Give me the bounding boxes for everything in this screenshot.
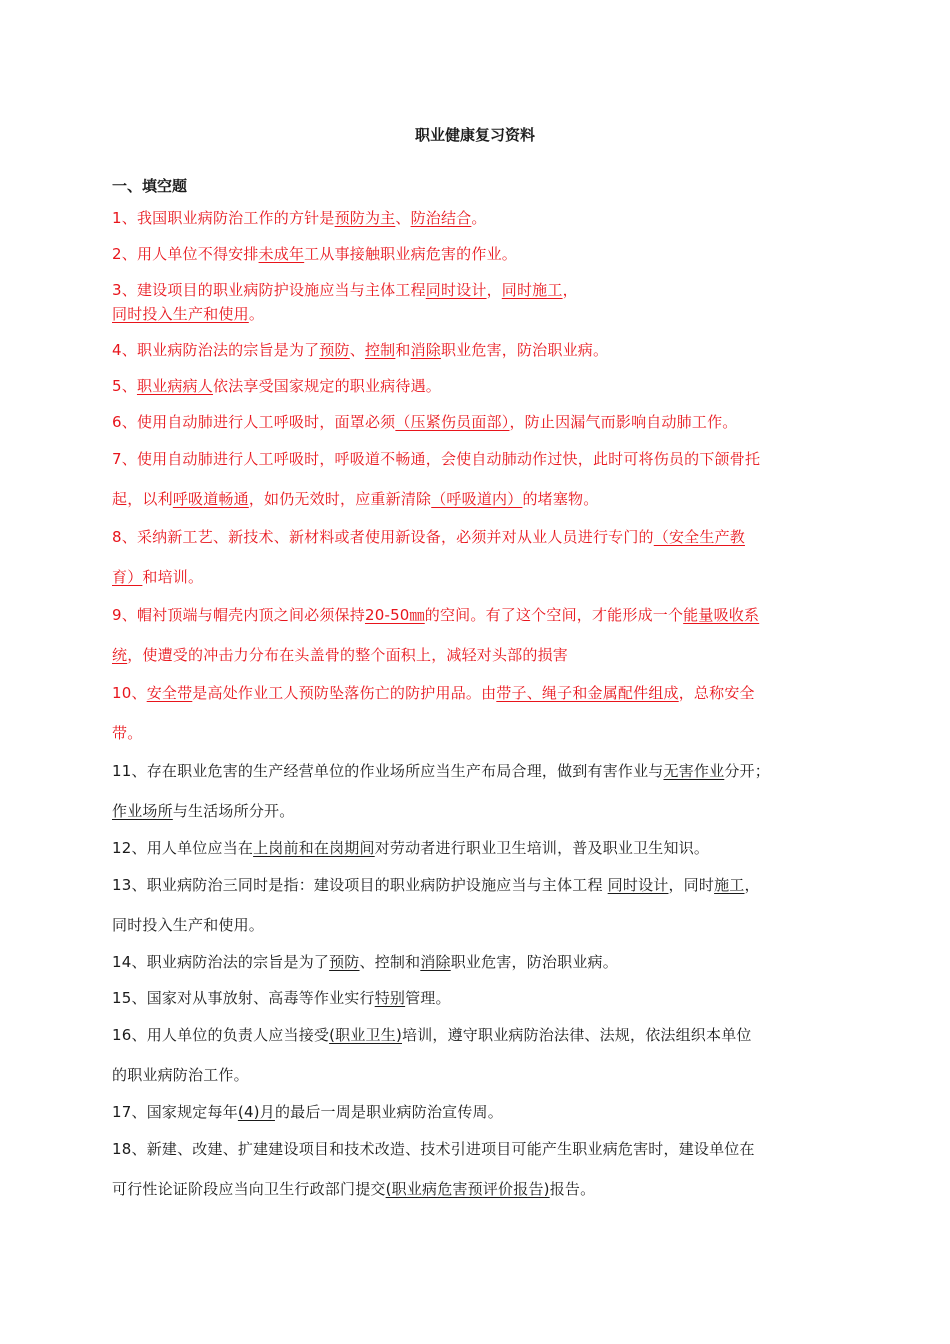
question-number: 3、 xyxy=(112,281,137,299)
answer-blank: 预防为主 xyxy=(334,209,396,227)
answer-blank: 职业病病人 xyxy=(136,377,213,395)
question-line xyxy=(112,374,838,398)
question-line xyxy=(112,242,838,266)
question-line xyxy=(112,479,838,519)
question-line xyxy=(112,595,838,635)
question-line xyxy=(112,1169,838,1209)
question-text: ， xyxy=(744,876,760,894)
question-number: 9、 xyxy=(112,606,137,624)
question-item xyxy=(112,206,838,230)
answer-blank: 上岗前和在岗期间 xyxy=(253,839,375,857)
question-text: 培训，遵守职业病防治法律、法规，依法组织本单位 xyxy=(402,1026,752,1044)
question-line xyxy=(112,865,838,905)
question-text: ，使遭受的冲击力分布在头盖骨的整个面积上，减轻对头部的损害 xyxy=(127,646,569,664)
answer-blank: 能量吸收系 xyxy=(683,606,760,624)
answer-blank: 防治结合 xyxy=(410,209,472,227)
question-line xyxy=(112,278,838,302)
question-text: 工从事接触职业病危害的作业。 xyxy=(304,245,517,263)
answer-blank: 20-50㎜ xyxy=(364,606,425,624)
answer-blank: 作业场所 xyxy=(112,802,173,820)
question-number: 15、 xyxy=(112,989,147,1007)
question-text: ， xyxy=(486,281,502,299)
question-text: 的空间。有了这个空间，才能形成一个 xyxy=(424,606,684,624)
answer-blank: 带子、绳子和金属配件组成 xyxy=(496,684,679,702)
question-number: 13、 xyxy=(112,876,147,894)
question-line xyxy=(112,635,838,675)
question-text: 存在职业危害的生产经营单位的作业场所应当生产布局合理，做到有害作业与 xyxy=(146,762,664,780)
question-text: 分开； xyxy=(724,762,770,780)
question-line xyxy=(112,557,838,597)
question-text: ，防止因漏气而影响自动肺工作。 xyxy=(509,413,738,431)
question-number: 5、 xyxy=(112,377,137,395)
question-text: 起，以利 xyxy=(112,490,173,508)
question-line xyxy=(112,338,838,362)
answer-blank: (职业卫生) xyxy=(329,1026,402,1044)
answer-blank: 安全带 xyxy=(146,684,193,702)
question-text: 、 xyxy=(395,209,411,227)
question-text: 新建、改建、扩建建设项目和技术改造、技术引进项目可能产生职业病危害时，建设单位在 xyxy=(146,1140,755,1158)
question-text: 的堵塞物。 xyxy=(522,490,599,508)
answer-blank: 无害作业 xyxy=(663,762,725,780)
question-item xyxy=(112,338,838,362)
question-text: 我国职业病防治工作的方针是 xyxy=(136,209,335,227)
question-text: 、 xyxy=(349,341,365,359)
question-text: 同时投入生产和使用。 xyxy=(112,916,265,934)
question-line xyxy=(112,410,838,434)
question-text: 报告。 xyxy=(549,1180,596,1198)
question-text: 的最后一周是职业病防治宣传周。 xyxy=(274,1103,503,1121)
question-number: 8、 xyxy=(112,528,137,546)
answer-blank: 预防 xyxy=(329,953,360,971)
question-line xyxy=(112,1129,838,1169)
question-line xyxy=(112,302,838,326)
answer-blank: 呼吸道畅通 xyxy=(172,490,249,508)
question-line xyxy=(112,986,838,1010)
question-item xyxy=(112,673,838,753)
question-text: 。 xyxy=(248,305,265,323)
question-number: 1、 xyxy=(112,209,137,227)
answer-blank: 同时投入生产和使用 xyxy=(112,305,249,323)
question-text: 与生活场所分开。 xyxy=(172,802,295,820)
question-text: 、控制和 xyxy=(359,953,421,971)
question-item xyxy=(112,278,838,326)
answer-blank: 未成年 xyxy=(258,245,305,263)
question-line xyxy=(112,1055,838,1095)
answer-blank: 预防 xyxy=(319,341,350,359)
document-title: 职业健康复习资料 xyxy=(414,126,535,144)
question-text: 建设项目的职业病防护设施应当与主体工程 xyxy=(136,281,426,299)
question-item xyxy=(112,751,838,831)
question-item xyxy=(112,1100,838,1124)
question-item xyxy=(112,865,838,945)
question-text: 和 xyxy=(395,341,411,359)
question-number: 14、 xyxy=(112,953,147,971)
question-text: 用人单位不得安排 xyxy=(136,245,259,263)
question-text: 职业危害，防治职业病。 xyxy=(440,341,609,359)
question-number: 17、 xyxy=(112,1103,147,1121)
answer-blank: （安全生产教 xyxy=(653,528,745,546)
question-text: 采纳新工艺、新技术、新材料或者使用新设备，必须并对从业人员进行专门的 xyxy=(136,528,654,546)
question-text: ，同时 xyxy=(668,876,715,894)
question-text: 和培训。 xyxy=(142,568,204,586)
answer-blank: 同时设计 xyxy=(425,281,487,299)
question-item xyxy=(112,517,838,597)
answer-blank: 特别 xyxy=(374,989,406,1007)
answer-blank: 同时设计 xyxy=(607,876,669,894)
answer-blank: (职业病危害预评价报告) xyxy=(385,1180,550,1198)
answer-blank: 消除 xyxy=(410,341,441,359)
question-item xyxy=(112,1129,838,1209)
question-text: 的职业病防治工作。 xyxy=(112,1066,249,1084)
question-text: 职业病防治三同时是指：建设项目的职业病防护设施应当与主体工程 xyxy=(146,876,608,894)
question-number: 11、 xyxy=(112,762,147,780)
question-text: 对劳动者进行职业卫生培训，普及职业卫生知识。 xyxy=(374,839,710,857)
question-text: 带。 xyxy=(112,724,143,742)
answer-blank: 控制 xyxy=(364,341,396,359)
question-line xyxy=(112,673,838,713)
question-text: 使用自动肺进行人工呼吸时，呼吸道不畅通，会使自动肺动作过快，此时可将伤员的下颌骨托 xyxy=(136,450,761,468)
question-item xyxy=(112,595,838,675)
question-item xyxy=(112,1015,838,1095)
question-line xyxy=(112,713,838,753)
question-line xyxy=(112,791,838,831)
section-heading: 一、填空题 xyxy=(112,177,188,195)
answer-blank: 同时施工 xyxy=(501,281,563,299)
question-text: ，如仍无效时，应重新清除 xyxy=(248,490,432,508)
question-item xyxy=(112,950,838,974)
question-text: ， xyxy=(562,281,578,299)
question-number: 18、 xyxy=(112,1140,147,1158)
question-item xyxy=(112,374,838,398)
answer-blank: 消除 xyxy=(420,953,451,971)
question-line xyxy=(112,1015,838,1055)
question-line xyxy=(112,751,838,791)
question-line xyxy=(112,950,838,974)
question-text: 国家对从事放射、高毒等作业实行 xyxy=(146,989,375,1007)
answer-blank: 育） xyxy=(112,568,143,586)
question-line xyxy=(112,517,838,557)
question-line xyxy=(112,836,838,860)
question-item xyxy=(112,986,838,1010)
question-item xyxy=(112,836,838,860)
question-text: 帽衬顶端与帽壳内顶之间必须保持 xyxy=(136,606,365,624)
question-text: 职业病防治法的宗旨是为了 xyxy=(146,953,330,971)
question-text: 职业病防治法的宗旨是为了 xyxy=(136,341,320,359)
question-line xyxy=(112,206,838,230)
question-text: 用人单位应当在 xyxy=(146,839,254,857)
question-item xyxy=(112,410,838,434)
answer-blank: （压紧伤员面部） xyxy=(395,413,510,431)
question-text: 是高处作业工人预防坠落伤亡的防护用品。由 xyxy=(192,684,497,702)
question-text: 职业危害，防治职业病。 xyxy=(450,953,618,971)
question-number: 16、 xyxy=(112,1026,147,1044)
question-line xyxy=(112,439,838,479)
question-text: 使用自动肺进行人工呼吸时，面罩必须 xyxy=(136,413,396,431)
question-text: ，总称安全 xyxy=(678,684,755,702)
question-text: 。 xyxy=(471,209,487,227)
question-item xyxy=(112,439,838,519)
answer-blank: 统 xyxy=(112,646,128,664)
question-number: 10、 xyxy=(112,684,147,702)
question-item xyxy=(112,242,838,266)
question-number: 6、 xyxy=(112,413,137,431)
question-text: 可行性论证阶段应当向卫生行政部门提交 xyxy=(112,1180,386,1198)
question-line xyxy=(112,1100,838,1124)
question-number: 4、 xyxy=(112,341,137,359)
question-text: 国家规定每年 xyxy=(146,1103,238,1121)
answer-blank: （呼吸道内） xyxy=(431,490,523,508)
answer-blank: (4)月 xyxy=(237,1103,275,1121)
question-text: 用人单位的负责人应当接受 xyxy=(146,1026,330,1044)
question-text: 管理。 xyxy=(405,989,451,1007)
answer-blank: 施工 xyxy=(714,876,745,894)
question-number: 12、 xyxy=(112,839,147,857)
question-text: 依法享受国家规定的职业病待遇。 xyxy=(212,377,441,395)
question-line xyxy=(112,905,838,945)
question-number: 2、 xyxy=(112,245,137,263)
question-number: 7、 xyxy=(112,450,137,468)
question-list xyxy=(112,206,838,1209)
